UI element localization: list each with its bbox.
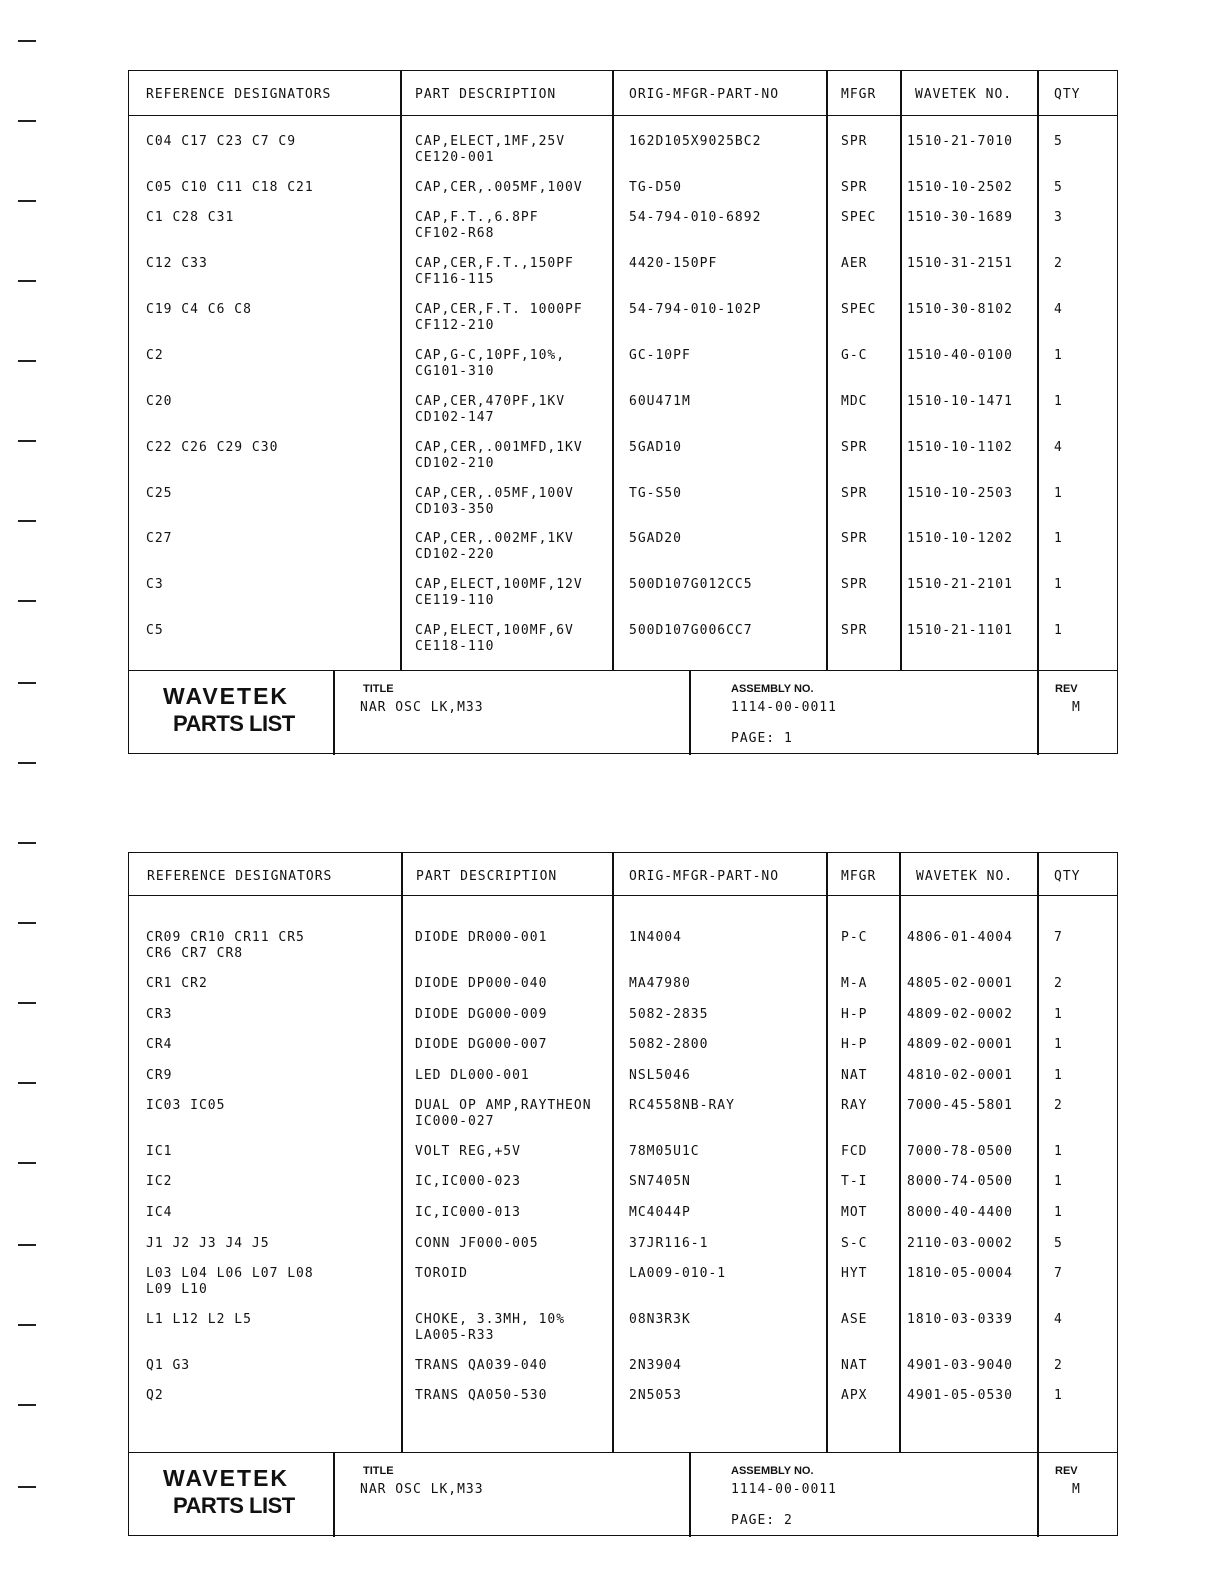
cell-mfgr: HYT: [841, 1266, 868, 1281]
margin-tick: [18, 1486, 36, 1488]
margin-tick: [18, 40, 36, 42]
title-block-divider: [333, 1453, 335, 1537]
cell-mfgr: H-P: [841, 1037, 868, 1052]
page-number: PAGE: 1: [731, 731, 793, 746]
cell-wavetek: 1510-21-7010: [907, 134, 1013, 149]
cell-desc: IC,IC000-013: [415, 1205, 521, 1220]
cell-desc: TRANS QA039-040: [415, 1358, 548, 1373]
cell-mfgr: AER: [841, 256, 868, 271]
cell-mfgr: SPEC: [841, 210, 877, 225]
margin-tick: [18, 360, 36, 362]
column-header-qty: QTY: [1054, 869, 1081, 884]
cell-wavetek: 4901-03-9040: [907, 1358, 1013, 1373]
rev-value: M: [1072, 700, 1081, 715]
cell-qty: 1: [1054, 1037, 1063, 1052]
margin-tick: [18, 120, 36, 122]
cell-wavetek: 4806-01-4004: [907, 930, 1013, 945]
cell-desc: CAP,CER,.05MF,100V CD103-350: [415, 486, 574, 517]
column-divider: [826, 853, 828, 1453]
title-block-divider: [1037, 671, 1039, 755]
cell-mfgr: FCD: [841, 1144, 868, 1159]
margin-tick: [18, 1082, 36, 1084]
cell-qty: 1: [1054, 577, 1063, 592]
cell-part: 1N4004: [629, 930, 682, 945]
column-header-part: ORIG-MFGR-PART-NO: [629, 87, 780, 102]
margin-tick: [18, 1324, 36, 1326]
title-label: TITLE: [363, 1465, 394, 1477]
cell-part: 37JR116-1: [629, 1236, 709, 1251]
cell-mfgr: SPR: [841, 577, 868, 592]
cell-wavetek: 1510-30-8102: [907, 302, 1013, 317]
column-header-part: ORIG-MFGR-PART-NO: [629, 869, 780, 884]
cell-desc: IC,IC000-023: [415, 1174, 521, 1189]
cell-qty: 1: [1054, 394, 1063, 409]
cell-ref: Q2: [146, 1388, 164, 1403]
cell-mfgr: M-A: [841, 976, 868, 991]
title-label: TITLE: [363, 683, 394, 695]
cell-ref: L03 L04 L06 L07 L08 L09 L10: [146, 1266, 314, 1297]
cell-qty: 7: [1054, 1266, 1063, 1281]
cell-qty: 1: [1054, 1388, 1063, 1403]
cell-ref: C12 C33: [146, 256, 208, 271]
cell-wavetek: 8000-74-0500: [907, 1174, 1013, 1189]
parts-list-label: PARTS LIST: [173, 1493, 295, 1518]
title-block-divider: [333, 671, 335, 755]
cell-wavetek: 4809-02-0002: [907, 1007, 1013, 1022]
cell-mfgr: MOT: [841, 1205, 868, 1220]
column-divider: [900, 71, 902, 671]
wavetek-logo: WAVETEK: [163, 683, 290, 709]
cell-qty: 4: [1054, 440, 1063, 455]
cell-desc: CONN JF000-005: [415, 1236, 539, 1251]
cell-ref: CR9: [146, 1068, 173, 1083]
cell-wavetek: 4809-02-0001: [907, 1037, 1013, 1052]
margin-tick: [18, 682, 36, 684]
cell-desc: CAP,CER,F.T.,150PF CF116-115: [415, 256, 574, 287]
margin-tick: [18, 200, 36, 202]
wavetek-logo: WAVETEK: [163, 1465, 290, 1491]
cell-mfgr: SPR: [841, 531, 868, 546]
cell-mfgr: SPEC: [841, 302, 877, 317]
cell-wavetek: 4901-05-0530: [907, 1388, 1013, 1403]
cell-desc: CAP,ELECT,1MF,25V CE120-001: [415, 134, 566, 165]
column-divider: [401, 853, 403, 1453]
title-block-divider: [689, 1453, 691, 1537]
cell-wavetek: 7000-78-0500: [907, 1144, 1013, 1159]
assembly-number: 1114-00-0011: [731, 1482, 837, 1497]
cell-desc: CAP,CER,.002MF,1KV CD102-220: [415, 531, 574, 562]
margin-tick: [18, 1404, 36, 1406]
cell-wavetek: 1510-10-2502: [907, 180, 1013, 195]
cell-part: 54-794-010-6892: [629, 210, 762, 225]
cell-part: 54-794-010-102P: [629, 302, 762, 317]
cell-ref: L1 L12 L2 L5: [146, 1312, 252, 1327]
cell-ref: IC2: [146, 1174, 173, 1189]
cell-desc: CAP,CER,F.T. 1000PF CF112-210: [415, 302, 583, 333]
cell-wavetek: 1510-10-1102: [907, 440, 1013, 455]
cell-mfgr: P-C: [841, 930, 868, 945]
cell-qty: 4: [1054, 302, 1063, 317]
cell-ref: C1 C28 C31: [146, 210, 235, 225]
cell-part: GC-10PF: [629, 348, 691, 363]
cell-desc: CAP,G-C,10PF,10%, CG101-310: [415, 348, 566, 379]
margin-tick: [18, 1162, 36, 1164]
cell-ref: IC1: [146, 1144, 173, 1159]
cell-mfgr: SPR: [841, 486, 868, 501]
cell-ref: Q1 G3: [146, 1358, 191, 1373]
cell-qty: 1: [1054, 1007, 1063, 1022]
cell-desc: CAP,ELECT,100MF,6V CE118-110: [415, 623, 574, 654]
cell-wavetek: 7000-45-5801: [907, 1098, 1013, 1113]
cell-ref: CR09 CR10 CR11 CR5 CR6 CR7 CR8: [146, 930, 305, 961]
cell-part: MC4044P: [629, 1205, 691, 1220]
cell-desc: CHOKE, 3.3MH, 10% LA005-R33: [415, 1312, 566, 1343]
cell-desc: DIODE DG000-007: [415, 1037, 548, 1052]
parts-list-sheet-2: [128, 852, 1118, 1536]
title-block-divider: [1037, 1453, 1039, 1537]
cell-part: SN7405N: [629, 1174, 691, 1189]
column-divider: [612, 71, 614, 671]
cell-wavetek: 1510-30-1689: [907, 210, 1013, 225]
cell-part: NSL5046: [629, 1068, 691, 1083]
cell-wavetek: 2110-03-0002: [907, 1236, 1013, 1251]
column-header-mfgr: MFGR: [841, 869, 877, 884]
cell-qty: 3: [1054, 210, 1063, 225]
cell-mfgr: NAT: [841, 1358, 868, 1373]
cell-ref: CR4: [146, 1037, 173, 1052]
cell-desc: CAP,ELECT,100MF,12V CE119-110: [415, 577, 583, 608]
cell-part: 162D105X9025BC2: [629, 134, 762, 149]
cell-wavetek: 1810-05-0004: [907, 1266, 1013, 1281]
cell-desc: VOLT REG,+5V: [415, 1144, 521, 1159]
cell-desc: CAP,F.T.,6.8PF CF102-R68: [415, 210, 539, 241]
cell-desc: DIODE DP000-040: [415, 976, 548, 991]
rev-label: REV: [1055, 683, 1078, 695]
cell-mfgr: APX: [841, 1388, 868, 1403]
rev-value: M: [1072, 1482, 1081, 1497]
cell-qty: 1: [1054, 623, 1063, 638]
column-divider: [826, 71, 828, 671]
cell-mfgr: G-C: [841, 348, 868, 363]
cell-mfgr: SPR: [841, 134, 868, 149]
assembly-label: ASSEMBLY NO.: [731, 1465, 814, 1477]
cell-mfgr: S-C: [841, 1236, 868, 1251]
cell-qty: 7: [1054, 930, 1063, 945]
cell-ref: C22 C26 C29 C30: [146, 440, 279, 455]
cell-mfgr: H-P: [841, 1007, 868, 1022]
cell-ref: CR3: [146, 1007, 173, 1022]
title-block: [129, 1452, 1117, 1537]
cell-qty: 1: [1054, 531, 1063, 546]
assembly-number: 1114-00-0011: [731, 700, 837, 715]
cell-mfgr: NAT: [841, 1068, 868, 1083]
column-divider: [1037, 853, 1039, 1453]
cell-desc: TOROID: [415, 1266, 468, 1281]
assembly-label: ASSEMBLY NO.: [731, 683, 814, 695]
cell-ref: C5: [146, 623, 164, 638]
cell-part: 5082-2835: [629, 1007, 709, 1022]
cell-ref: IC03 IC05: [146, 1098, 226, 1113]
cell-wavetek: 8000-40-4400: [907, 1205, 1013, 1220]
column-header-wavetek: WAVETEK NO.: [915, 87, 1013, 102]
margin-tick: [18, 922, 36, 924]
title-value: NAR OSC LK,M33: [360, 1482, 484, 1497]
cell-qty: 2: [1054, 976, 1063, 991]
cell-ref: C27: [146, 531, 173, 546]
margin-tick: [18, 1002, 36, 1004]
cell-part: 5082-2800: [629, 1037, 709, 1052]
cell-part: MA47980: [629, 976, 691, 991]
cell-desc: TRANS QA050-530: [415, 1388, 548, 1403]
table-header: [129, 71, 1117, 116]
cell-part: 60U471M: [629, 394, 691, 409]
cell-part: 500D107G006CC7: [629, 623, 753, 638]
cell-ref: C2: [146, 348, 164, 363]
margin-tick: [18, 600, 36, 602]
cell-mfgr: SPR: [841, 180, 868, 195]
column-header-qty: QTY: [1054, 87, 1081, 102]
column-divider: [899, 853, 901, 1453]
column-header-desc: PART DESCRIPTION: [416, 869, 558, 884]
cell-mfgr: ASE: [841, 1312, 868, 1327]
column-header-mfgr: MFGR: [841, 87, 877, 102]
cell-ref: IC4: [146, 1205, 173, 1220]
cell-qty: 4: [1054, 1312, 1063, 1327]
cell-qty: 1: [1054, 1205, 1063, 1220]
cell-wavetek: 1510-21-1101: [907, 623, 1013, 638]
cell-qty: 2: [1054, 256, 1063, 271]
title-block-divider: [689, 671, 691, 755]
cell-wavetek: 1510-10-1471: [907, 394, 1013, 409]
cell-ref: C04 C17 C23 C7 C9: [146, 134, 297, 149]
title-block: [129, 670, 1117, 755]
cell-part: TG-D50: [629, 180, 682, 195]
cell-wavetek: 1510-21-2101: [907, 577, 1013, 592]
cell-part: 2N5053: [629, 1388, 682, 1403]
cell-part: 4420-150PF: [629, 256, 718, 271]
cell-part: RC4558NB-RAY: [629, 1098, 735, 1113]
margin-tick: [18, 1244, 36, 1246]
cell-part: 2N3904: [629, 1358, 682, 1373]
cell-part: 500D107G012CC5: [629, 577, 753, 592]
table-header: [129, 853, 1117, 896]
cell-part: 08N3R3K: [629, 1312, 691, 1327]
cell-desc: DUAL OP AMP,RAYTHEON IC000-027: [415, 1098, 592, 1129]
cell-mfgr: SPR: [841, 623, 868, 638]
cell-part: 5GAD10: [629, 440, 682, 455]
cell-wavetek: 1510-10-1202: [907, 531, 1013, 546]
column-divider: [400, 71, 402, 671]
margin-tick: [18, 520, 36, 522]
margin-tick: [18, 762, 36, 764]
cell-qty: 2: [1054, 1098, 1063, 1113]
cell-qty: 5: [1054, 180, 1063, 195]
cell-mfgr: T-I: [841, 1174, 868, 1189]
cell-wavetek: 1510-10-2503: [907, 486, 1013, 501]
column-header-ref: REFERENCE DESIGNATORS: [147, 869, 333, 884]
cell-ref: J1 J2 J3 J4 J5: [146, 1236, 270, 1251]
margin-tick: [18, 280, 36, 282]
cell-ref: CR1 CR2: [146, 976, 208, 991]
parts-list-sheet-1: [128, 70, 1118, 754]
column-header-ref: REFERENCE DESIGNATORS: [146, 87, 332, 102]
cell-ref: C05 C10 C11 C18 C21: [146, 180, 314, 195]
cell-wavetek: 4805-02-0001: [907, 976, 1013, 991]
cell-mfgr: SPR: [841, 440, 868, 455]
cell-wavetek: 4810-02-0001: [907, 1068, 1013, 1083]
column-divider: [612, 853, 614, 1453]
cell-part: LA009-010-1: [629, 1266, 727, 1281]
parts-list-label: PARTS LIST: [173, 711, 295, 736]
cell-desc: LED DL000-001: [415, 1068, 530, 1083]
cell-mfgr: MDC: [841, 394, 868, 409]
cell-wavetek: 1510-31-2151: [907, 256, 1013, 271]
cell-desc: DIODE DR000-001: [415, 930, 548, 945]
margin-tick: [18, 842, 36, 844]
rev-label: REV: [1055, 1465, 1078, 1477]
cell-part: TG-S50: [629, 486, 682, 501]
cell-qty: 5: [1054, 1236, 1063, 1251]
cell-wavetek: 1510-40-0100: [907, 348, 1013, 363]
column-divider: [1037, 71, 1039, 671]
column-header-wavetek: WAVETEK NO.: [916, 869, 1014, 884]
cell-qty: 1: [1054, 1174, 1063, 1189]
cell-wavetek: 1810-03-0339: [907, 1312, 1013, 1327]
cell-qty: 1: [1054, 1144, 1063, 1159]
cell-qty: 5: [1054, 134, 1063, 149]
cell-qty: 1: [1054, 348, 1063, 363]
column-header-desc: PART DESCRIPTION: [415, 87, 557, 102]
cell-ref: C3: [146, 577, 164, 592]
title-value: NAR OSC LK,M33: [360, 700, 484, 715]
cell-mfgr: RAY: [841, 1098, 868, 1113]
cell-ref: C19 C4 C6 C8: [146, 302, 252, 317]
cell-part: 78M05U1C: [629, 1144, 700, 1159]
cell-ref: C20: [146, 394, 173, 409]
cell-ref: C25: [146, 486, 173, 501]
cell-qty: 1: [1054, 486, 1063, 501]
margin-tick: [18, 440, 36, 442]
cell-part: 5GAD20: [629, 531, 682, 546]
cell-desc: DIODE DG000-009: [415, 1007, 548, 1022]
cell-qty: 1: [1054, 1068, 1063, 1083]
cell-desc: CAP,CER,.005MF,100V: [415, 180, 583, 195]
cell-desc: CAP,CER,470PF,1KV CD102-147: [415, 394, 566, 425]
cell-desc: CAP,CER,.001MFD,1KV CD102-210: [415, 440, 583, 471]
cell-qty: 2: [1054, 1358, 1063, 1373]
page-number: PAGE: 2: [731, 1513, 793, 1528]
